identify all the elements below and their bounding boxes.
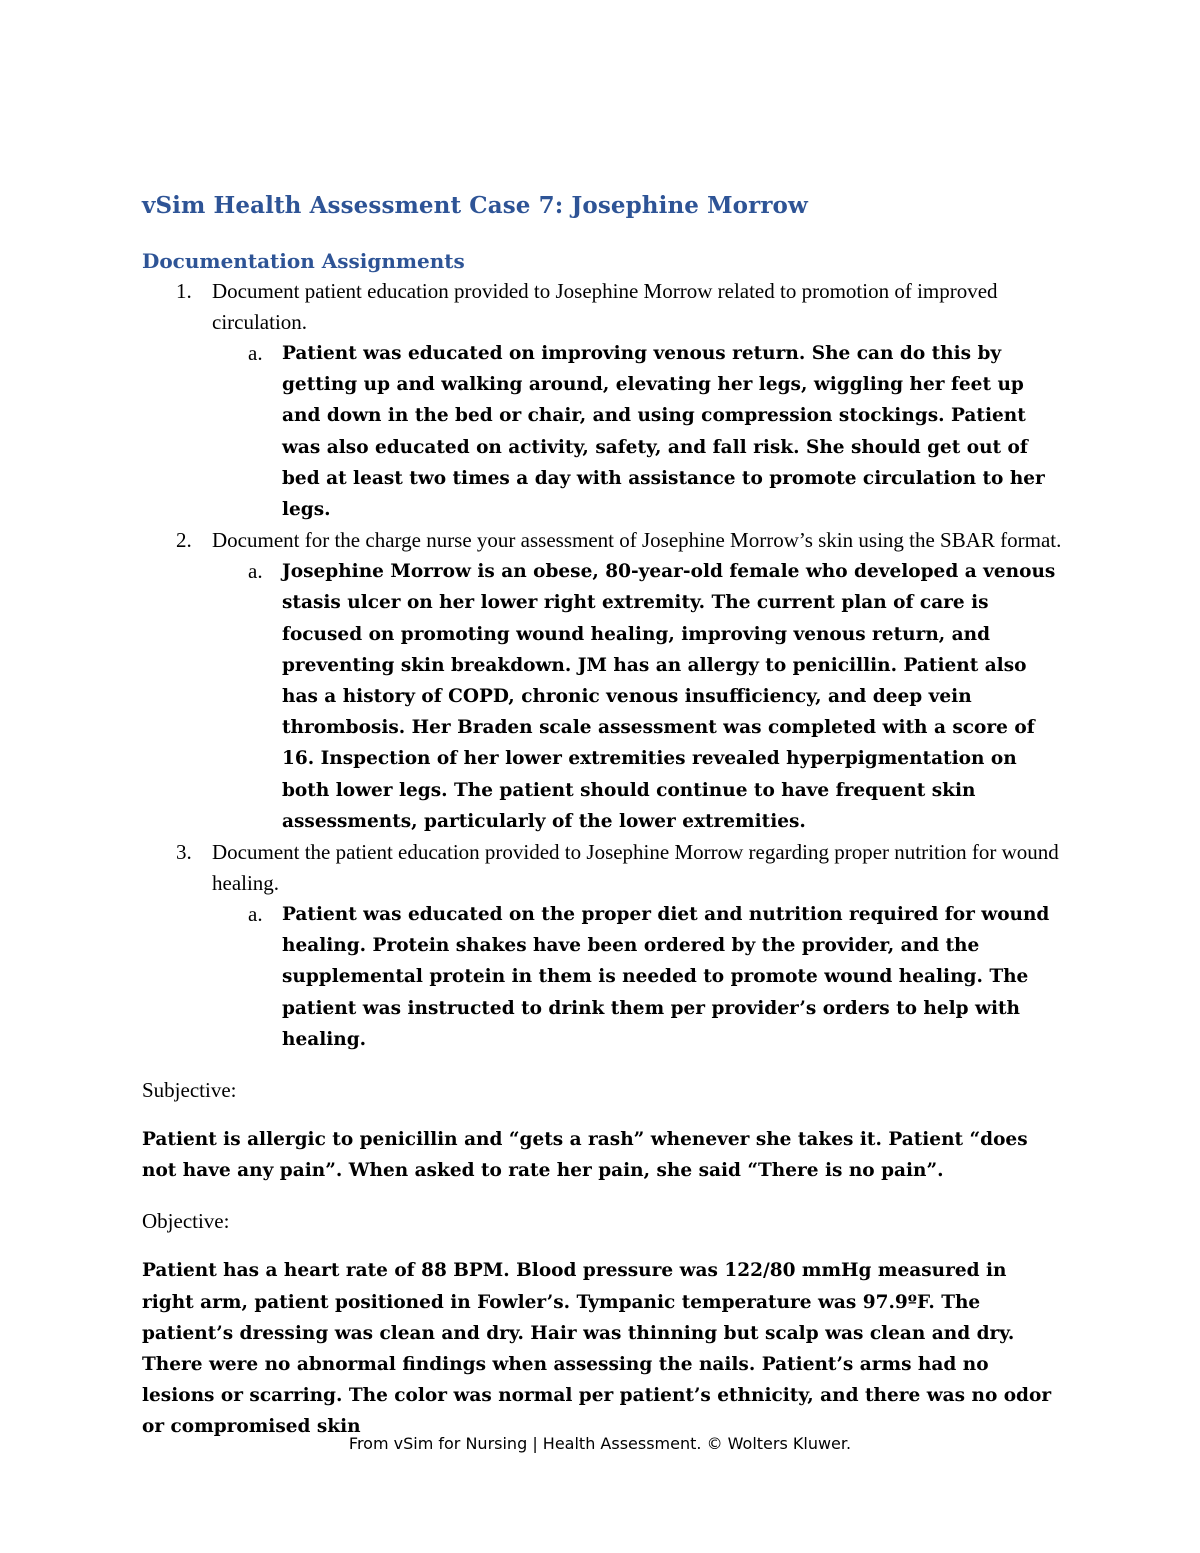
answer-letter: a. <box>248 902 263 927</box>
objective-text: Patient has a heart rate of 88 BPM. Blood pressure was 122/80 mmHg measured in right arm, patient positioned in Fowler’s. Tympanic temperature was 97.9ºF. The patient’s dressing was clean and dry. Hair was thinning but scalp was clean and dry. There were no abnormal findings when assessing the nails. Patient’s arms had no lesions or scarring. The color was normal per patient’s ethnicity, and there was no odor or compromised skin <box>142 1260 1052 1438</box>
assignment-list <box>142 276 1062 1055</box>
subjective-text: Patient is allergic to penicillin and “gets a rash” whenever she takes it. Patient “does not have any pain”. When asked to rate her pain, she said “There is no pain”. <box>142 1129 1028 1182</box>
objective-label: Objective: <box>142 1209 230 1234</box>
section-heading: Documentation Assignments <box>142 249 465 273</box>
assignment-prompt: Document patient education provided to Josephine Morrow related to promotion of improved circulation. <box>212 279 998 334</box>
answer-letter: a. <box>248 559 263 584</box>
answer-text: Josephine Morrow is an obese, 80-year-old female who developed a venous stasis ulcer on her lower right extremity. The current plan of care is focused on promoting wound healing, improving venous return, and preventing skin breakdown. JM has an allergy to penicillin. Patient also has a history of COPD, chronic venous insufficiency, and deep vein thrombosis. Her Braden scale assessment was completed with a score of 16. Inspection of her lower extremities revealed hyperpigmentation on both lower legs. The patient should continue to have frequent skin assessments, particularly of the lower extremities. <box>282 561 1056 832</box>
answer-letter: a. <box>248 341 263 365</box>
page-footer: From vSim for Nursing | Health Assessment. © Wolters Kluwer. <box>348 1434 852 1453</box>
document-body <box>142 190 1062 1443</box>
assignment-answer <box>248 338 1062 525</box>
assignment-number: 1. <box>176 279 192 303</box>
assignment-item-1 <box>142 276 1062 525</box>
assignment-item-2 <box>142 525 1062 837</box>
assignment-prompt: Document for the charge nurse your assessment of Josephine Morrow’s skin using the SBAR format. <box>212 528 1062 553</box>
answer-text: Patient was educated on the proper diet and nutrition required for wound healing. Protein shakes have been ordered by the provider, and the supplemental protein in them is needed to promote wound healing. The patient was instructed to drink them per provider’s orders to help with healing. <box>282 904 1050 1050</box>
subjective-label: Subjective: <box>142 1078 237 1103</box>
assignment-answer <box>248 899 1062 1055</box>
document-title: vSim Health Assessment Case 7: Josephine Morrow <box>142 192 808 219</box>
assignment-prompt: Document the patient education provided to Josephine Morrow regarding proper nutrition for wound healing. <box>212 840 1059 896</box>
answer-text: Patient was educated on improving venous return. She can do this by getting up and walking around, elevating her legs, wiggling her feet up and down in the bed or chair, and using compression stockings. Patient was also educated on activity, safety, and fall risk. She should get out of bed at least two times a day with assistance to promote circulation to her legs. <box>282 343 1045 521</box>
assignment-answer <box>248 556 1062 837</box>
assignment-number: 2. <box>176 528 192 553</box>
assignment-item-3 <box>142 837 1062 1055</box>
assignment-number: 3. <box>176 840 192 865</box>
